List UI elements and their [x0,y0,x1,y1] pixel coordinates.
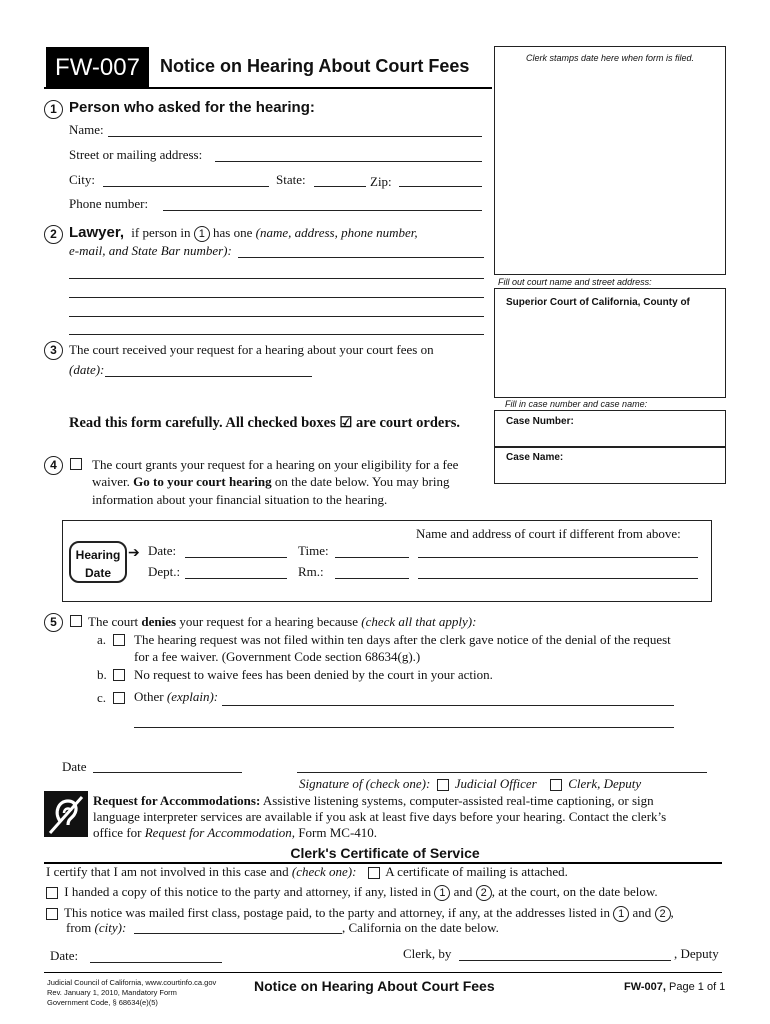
checked-box-icon: ☑ [339,415,353,431]
s4-checkbox[interactable] [70,458,82,470]
s5-t3: your request for a hearing because [179,614,359,629]
cert-clerk-by: Clerk, by [403,946,452,961]
cert-mailed-1: This notice was mailed first class, postage paid, to the party and attorney, if any, at the addresses listed in [64,905,610,920]
s5c-letter: c. [97,690,107,705]
footer-page [624,981,725,993]
phone-label: Phone number: [69,196,149,211]
s5a-line-2: for a fee waiver. (Government Code section 68634(g).) [134,649,421,664]
sig-label: Signature of (check one): [299,776,431,791]
cert-heading: Clerk's Certificate of Service [290,845,480,861]
hearing-date-field[interactable] [185,557,287,558]
state-label: State: [276,172,306,187]
alt-court-label: Name and address of court if different from above: [416,526,681,541]
s5c-field-1[interactable] [222,705,674,706]
read-carefully-note [69,415,460,432]
read-note-2: are court orders. [356,415,461,431]
judicial-officer-label: Judicial Officer [454,776,537,791]
lawyer-field-4[interactable] [69,316,484,317]
footer-rule [44,972,722,973]
cert-mailed-and: and [632,905,652,920]
accom-line-3 [93,825,377,841]
cert-handed-checkbox[interactable] [46,887,58,899]
cert-handed-1: I handed a copy of this notice to the party and attorney, if any, listed in [64,884,432,899]
footer-page-number: Page 1 of 1 [669,981,726,993]
s5-t1: The court [88,614,139,629]
accom-title: Request for Accommodations: [93,793,261,808]
clerk-deputy-checkbox[interactable] [550,779,562,791]
zip-label: Zip: [370,174,392,189]
s4-on-date: on the date below. You may bring [274,474,450,489]
s5-denies: denies [141,614,177,629]
city-field[interactable] [103,186,269,187]
hearing-badge-line-2: Date [84,566,111,580]
s4-line-2 [92,474,449,490]
ref-item-1: 1 [194,226,210,242]
cert-mail-ref-1: 1 [613,906,629,922]
s2-detail-2: e-mail, and State Bar number): [69,243,232,258]
cert-from: from [66,920,92,935]
court-name-value: Superior Court of California, County of [506,297,690,308]
judicial-officer-checkbox[interactable] [437,779,449,791]
s3-date-field[interactable] [105,376,312,377]
case-info-label: Fill in case number and case name: [505,399,648,409]
cert-clerk-field[interactable] [459,960,671,961]
cert-check-one: (check one): [291,864,357,879]
s5a-letter: a. [97,632,107,647]
s4-waiver: waiver. [92,474,130,489]
hearing-date-badge [69,541,127,583]
lawyer-field-1[interactable] [238,257,484,258]
arrow-right-icon: ➔ [128,546,140,561]
cert-ref-2: 2 [476,885,492,901]
footer-title: Notice on Hearing About Court Fees [254,978,495,994]
hearing-assist-icon [44,791,88,837]
cert-deputy: , Deputy [674,946,719,961]
street-field[interactable] [215,161,482,162]
cert-city-field[interactable] [134,933,342,934]
accom-office-for: office for [93,825,142,840]
accom-line-1 [93,793,654,809]
cert-from-city [66,920,126,936]
header-rule [44,87,492,89]
cert-intro-text: I certify that I am not involved in this case and [46,864,289,879]
has-one: has one [213,225,253,240]
lawyer-field-5[interactable] [69,334,484,335]
footer-rev: Rev. January 1, 2010, Mandatory Form [47,988,177,997]
footer-code: Government Code, § 68634(e)(5) [47,998,158,1007]
accom-form-code: Form MC-410. [298,825,378,840]
hearing-badge-line-1: Hearing [75,548,121,562]
lawyer-label: Lawyer, [69,224,125,241]
s3-text: The court received your request for a hearing about your court fees on [69,342,434,357]
street-label: Street or mailing address: [69,147,203,162]
cert-mailed-3: , [670,905,674,920]
form-title: Notice on Hearing About Court Fees [160,56,470,76]
footer-form-code: FW-007, [624,981,666,993]
item-number-2: 2 [44,225,63,244]
sig-date-label: Date [62,759,87,774]
case-number-label: Case Number: [506,416,574,427]
case-name-label: Case Name: [506,452,564,463]
cert-intro [46,864,568,880]
name-label: Name: [69,122,104,137]
hearing-dept-field[interactable] [185,578,287,579]
lawyer-field-2[interactable] [69,278,484,279]
s5a-line-1: The hearing request was not filed within ten days after the clerk gave notice of the denial of the request [134,632,671,647]
hearing-time-field[interactable] [335,557,409,558]
s5b-checkbox[interactable] [113,669,125,681]
state-field[interactable] [314,186,366,187]
cert-mail-ref-2: 2 [655,906,671,922]
court-name-box[interactable] [494,288,726,398]
s4-line-3: information about your financial situation to the hearing. [92,492,388,507]
s5-t4: (check all that apply): [361,614,477,629]
footer-council: Judicial Council of California, www.courtinfo.ca.gov [47,978,217,987]
hearing-date-label: Date: [148,543,177,558]
lawyer-field-3[interactable] [69,297,484,298]
s5c-explain: (explain): [166,689,219,704]
cert-handed-and: and [453,884,473,899]
s5a-checkbox[interactable] [113,634,125,646]
cert-mailing-label: A certificate of mailing is attached. [385,864,568,879]
cert-ref-1: 1 [434,885,450,901]
signature-field[interactable] [297,772,707,773]
item-number-3: 3 [44,341,63,360]
cert-california: , California on the date below. [342,920,499,935]
accom-text-1: Assistive listening systems, computer-assisted real-time captioning, or sign [262,793,654,808]
alt-court-field-2[interactable] [418,578,698,579]
clerk-stamp-label: Clerk stamps date here when form is filed. [525,53,695,63]
s5-checkbox[interactable] [70,615,82,627]
phone-field[interactable] [163,210,482,211]
item-number-4: 4 [44,456,63,475]
cert-date-field[interactable] [90,962,222,963]
form-code-badge [46,47,149,89]
name-field[interactable] [108,136,482,137]
cert-handed-3: , at the court, on the date below. [491,884,658,899]
case-name-box[interactable] [494,446,726,484]
court-name-label: Fill out court name and street address: [498,277,652,287]
s5c-field-2[interactable] [134,727,674,728]
s5c-other [134,689,218,705]
clerk-deputy-label: Clerk, Deputy [568,776,642,791]
s1-heading: Person who asked for the hearing: [69,99,315,116]
s4-line-1: The court grants your request for a hearing on your eligibility for a fee [92,457,459,472]
if-person-in: if person in [131,225,191,240]
read-note-1: Read this form carefully. All checked boxes [69,415,336,431]
s5-intro [88,614,476,630]
cert-mailed-checkbox[interactable] [46,908,58,920]
form-code: FW-007 [55,54,140,81]
cert-mailing-checkbox[interactable] [368,867,380,879]
hearing-dept-label: Dept.: [148,564,181,579]
hearing-room-field[interactable] [335,578,409,579]
item-number-1: 1 [44,100,63,119]
clerk-stamp-box [494,46,726,275]
zip-field[interactable] [399,186,482,187]
s5c-checkbox[interactable] [113,692,125,704]
city-label: City: [69,172,96,187]
accom-form-name: Request for Accommodation, [144,825,296,840]
cert-handed [46,884,658,901]
signature-of [299,776,641,792]
hearing-room-label: Rm.: [298,564,324,579]
hearing-time-label: Time: [298,543,329,558]
cert-date-label: Date: [50,948,79,963]
s5b-line: No request to waive fees has been denied by the court in your action. [134,667,493,682]
accom-text-2: language interpreter services are available if you ask at least five days before your hearing. Contact the clerk’s [93,809,667,824]
case-number-box[interactable] [494,410,726,448]
sig-date-field[interactable] [93,772,242,773]
item-number-5: 5 [44,613,63,632]
s2-heading [69,224,418,242]
alt-court-field-1[interactable] [418,557,698,558]
s4-go-to-court: Go to your court hearing [133,474,272,489]
cert-city-label: (city): [94,920,127,935]
s3-date-label: (date): [69,362,105,377]
s5b-letter: b. [97,667,107,682]
s5c-other-label: Other [134,689,164,704]
s2-detail-1: (name, address, phone number, [255,225,418,240]
